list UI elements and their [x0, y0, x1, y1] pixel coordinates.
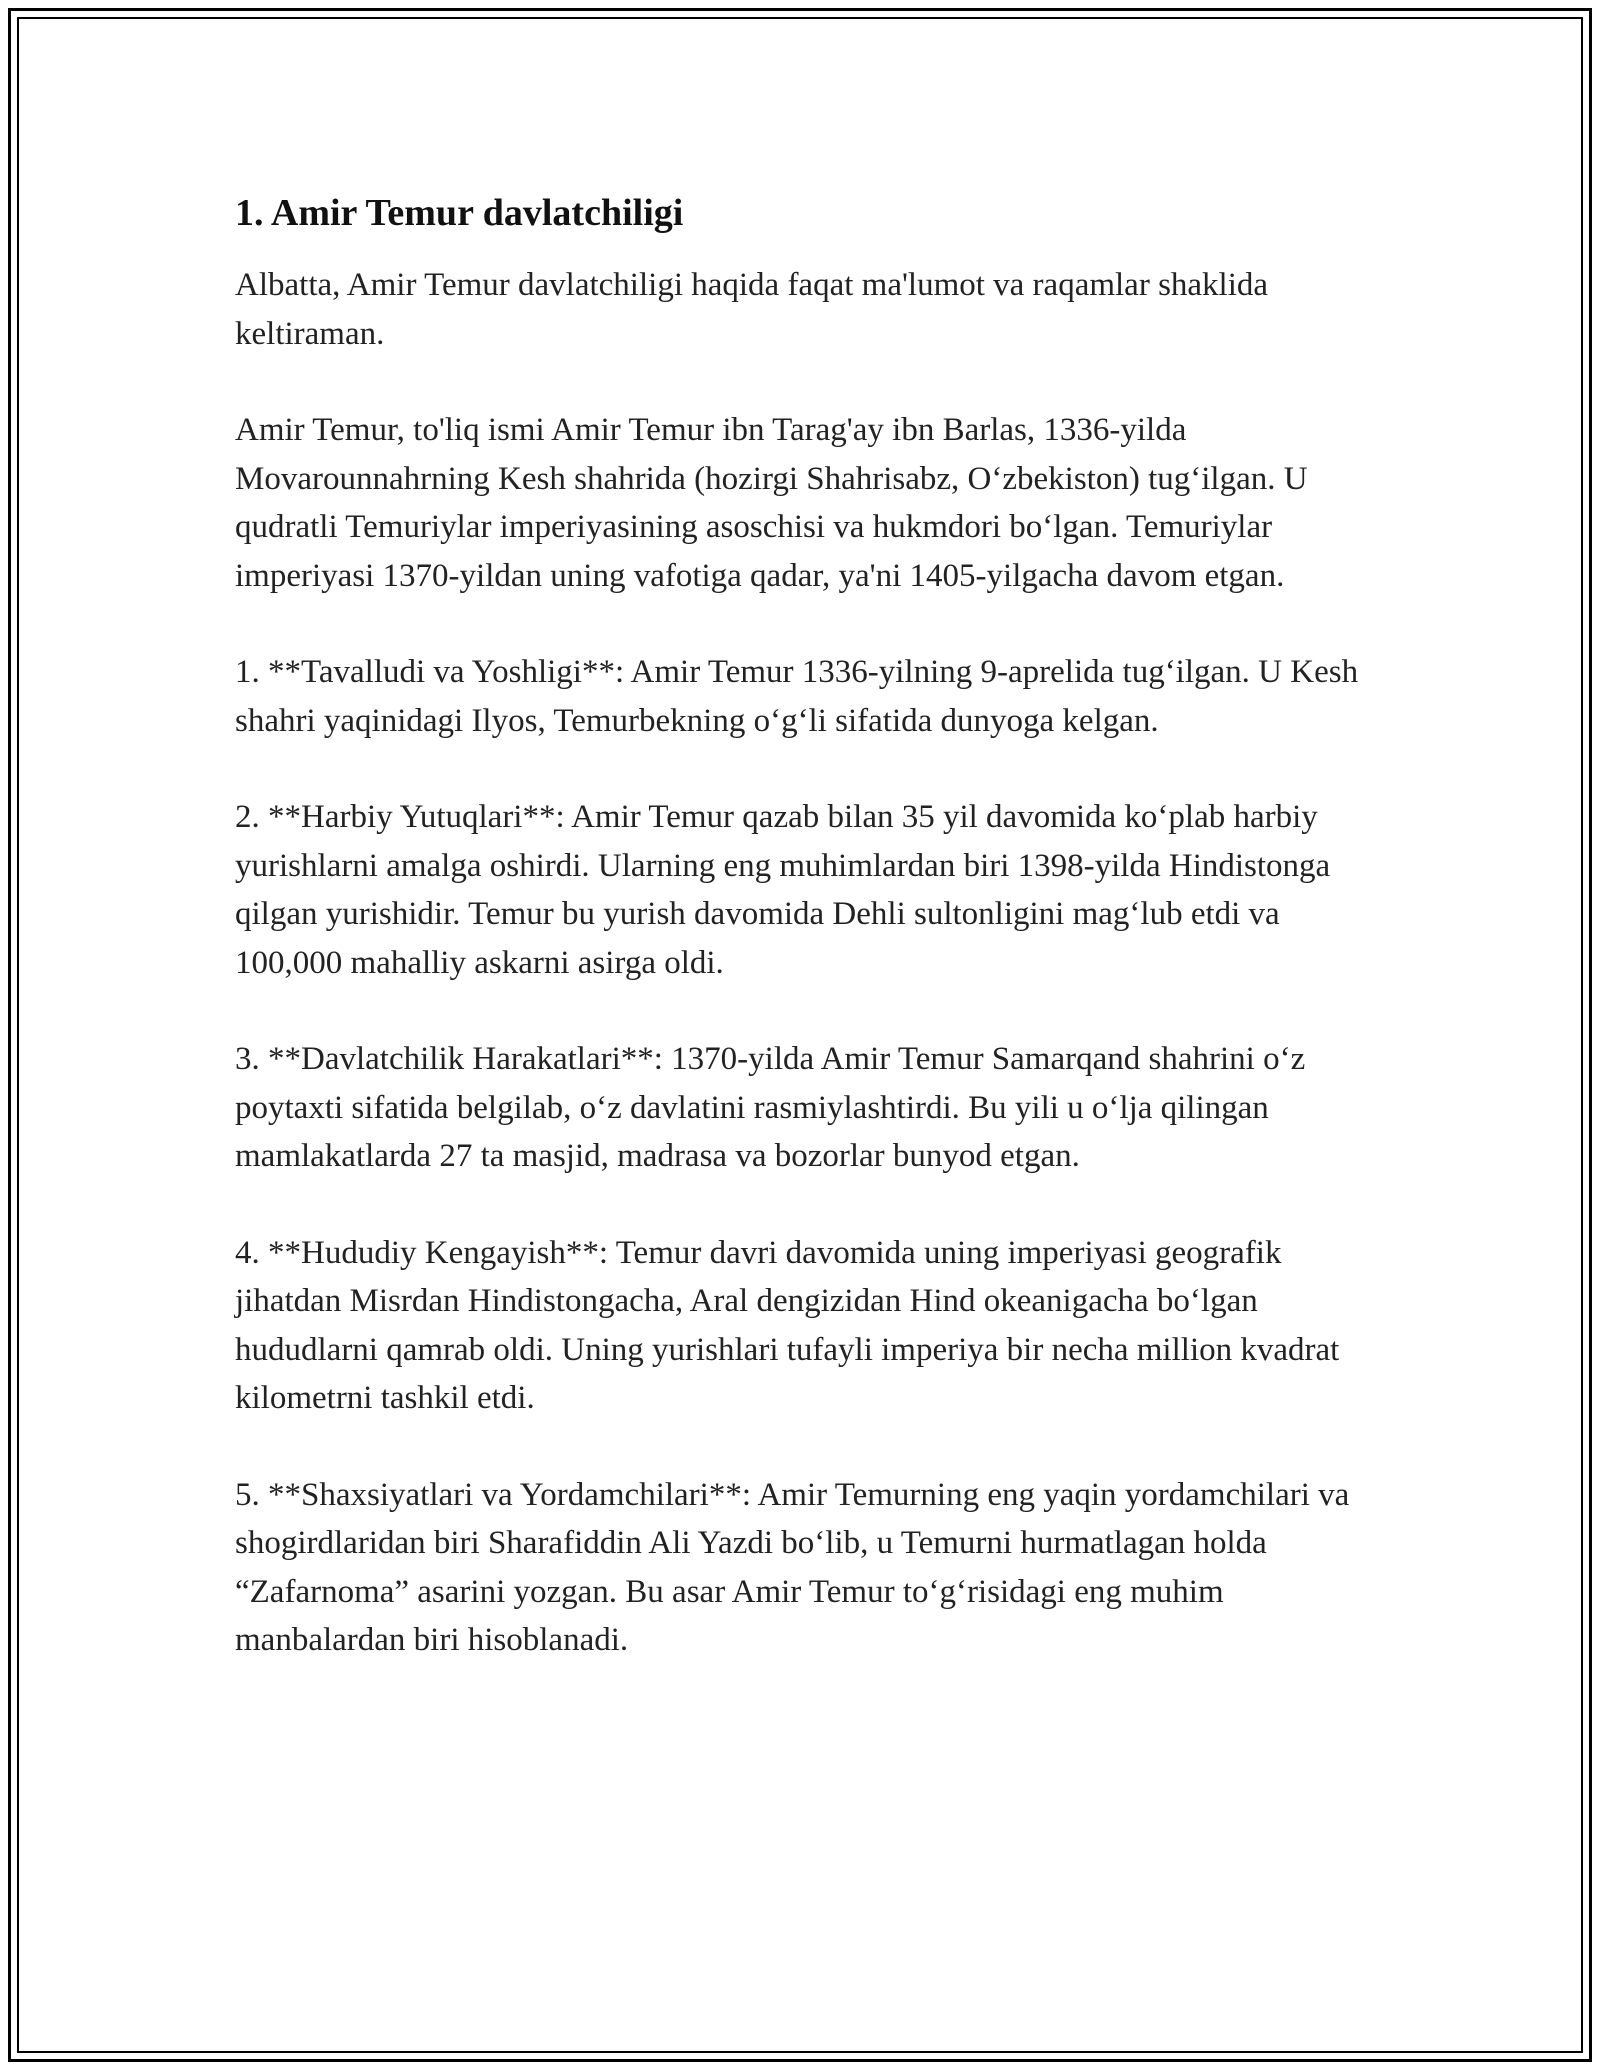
document-title: 1. Amir Temur davlatchiligi: [235, 192, 684, 234]
statehood-actions-paragraph: 3. **Davlatchilik Harakatlari**: 1370-yilda Amir Temur Samarqand shahrini o‘z poytaxti sifatida belgilab, o‘z davlatini rasmiylashtirdi. Bu yili u o‘lja qilingan mamlakatlarda 27 ta masjid, madrasa va bozorlar bunyod etgan.: [235, 1041, 1306, 1174]
document-body: [235, 185, 1375, 1713]
biography-paragraph: Amir Temur, to'liq ismi Amir Temur ibn Tarag'ay ibn Barlas, 1336-yilda Movarounnahrning Kesh shahrida (hozirgi Shahrisabz, O‘zbekiston) tug‘ilgan. U qudratli Temuriylar imperiyasining asoschisi va hukmdori bo‘lgan. Temuriylar imperiyasi 1370-yildan uning vafotiga qadar, ya'ni 1405-yilgacha davom etgan.: [235, 412, 1308, 594]
associates-paragraph: 5. **Shaxsiyatlari va Yordamchilari**: Amir Temurning eng yaqin yordamchilari va shogirdlaridan biri Sharafiddin Ali Yazdi bo‘lib, u Temurni hurmatlagan holda “Zafarnoma” asarini yozgan. Bu asar Amir Temur to‘g‘risidagi eng muhim manbalardan biri hisoblanadi.: [235, 1476, 1350, 1658]
birth-youth-paragraph: 1. **Tavalludi va Yoshligi**: Amir Temur 1336-yilning 9-aprelida tug‘ilgan. U Kesh shahri yaqinidagi Ilyos, Temurbekning o‘g‘li sifatida dunyoga kelgan.: [235, 654, 1359, 739]
territorial-expansion-paragraph: 4. **Hududiy Kengayish**: Temur davri davomida uning imperiyasi geografik jihatdan Misrdan Hindistongacha, Aral dengizidan Hind okeanigacha bo‘lgan hududlarni qamrab oldi. Uning yurishlari tufayli imperiya bir necha million kvadrat kilometrni tashkil etdi.: [235, 1234, 1340, 1416]
intro-paragraph: Albatta, Amir Temur davlatchiligi haqida faqat ma'lumot va raqamlar shaklida keltiraman.: [235, 267, 1269, 352]
military-achievements-paragraph: 2. **Harbiy Yutuqlari**: Amir Temur qazab bilan 35 yil davomida ko‘plab harbiy yurishlarni amalga oshirdi. Ularning eng muhimlardan biri 1398-yilda Hindistonga qilgan yurishidir. Temur bu yurish davomida Dehli sultonligini mag‘lub etdi va 100,000 mahalliy askarni asirga oldi.: [235, 799, 1331, 981]
